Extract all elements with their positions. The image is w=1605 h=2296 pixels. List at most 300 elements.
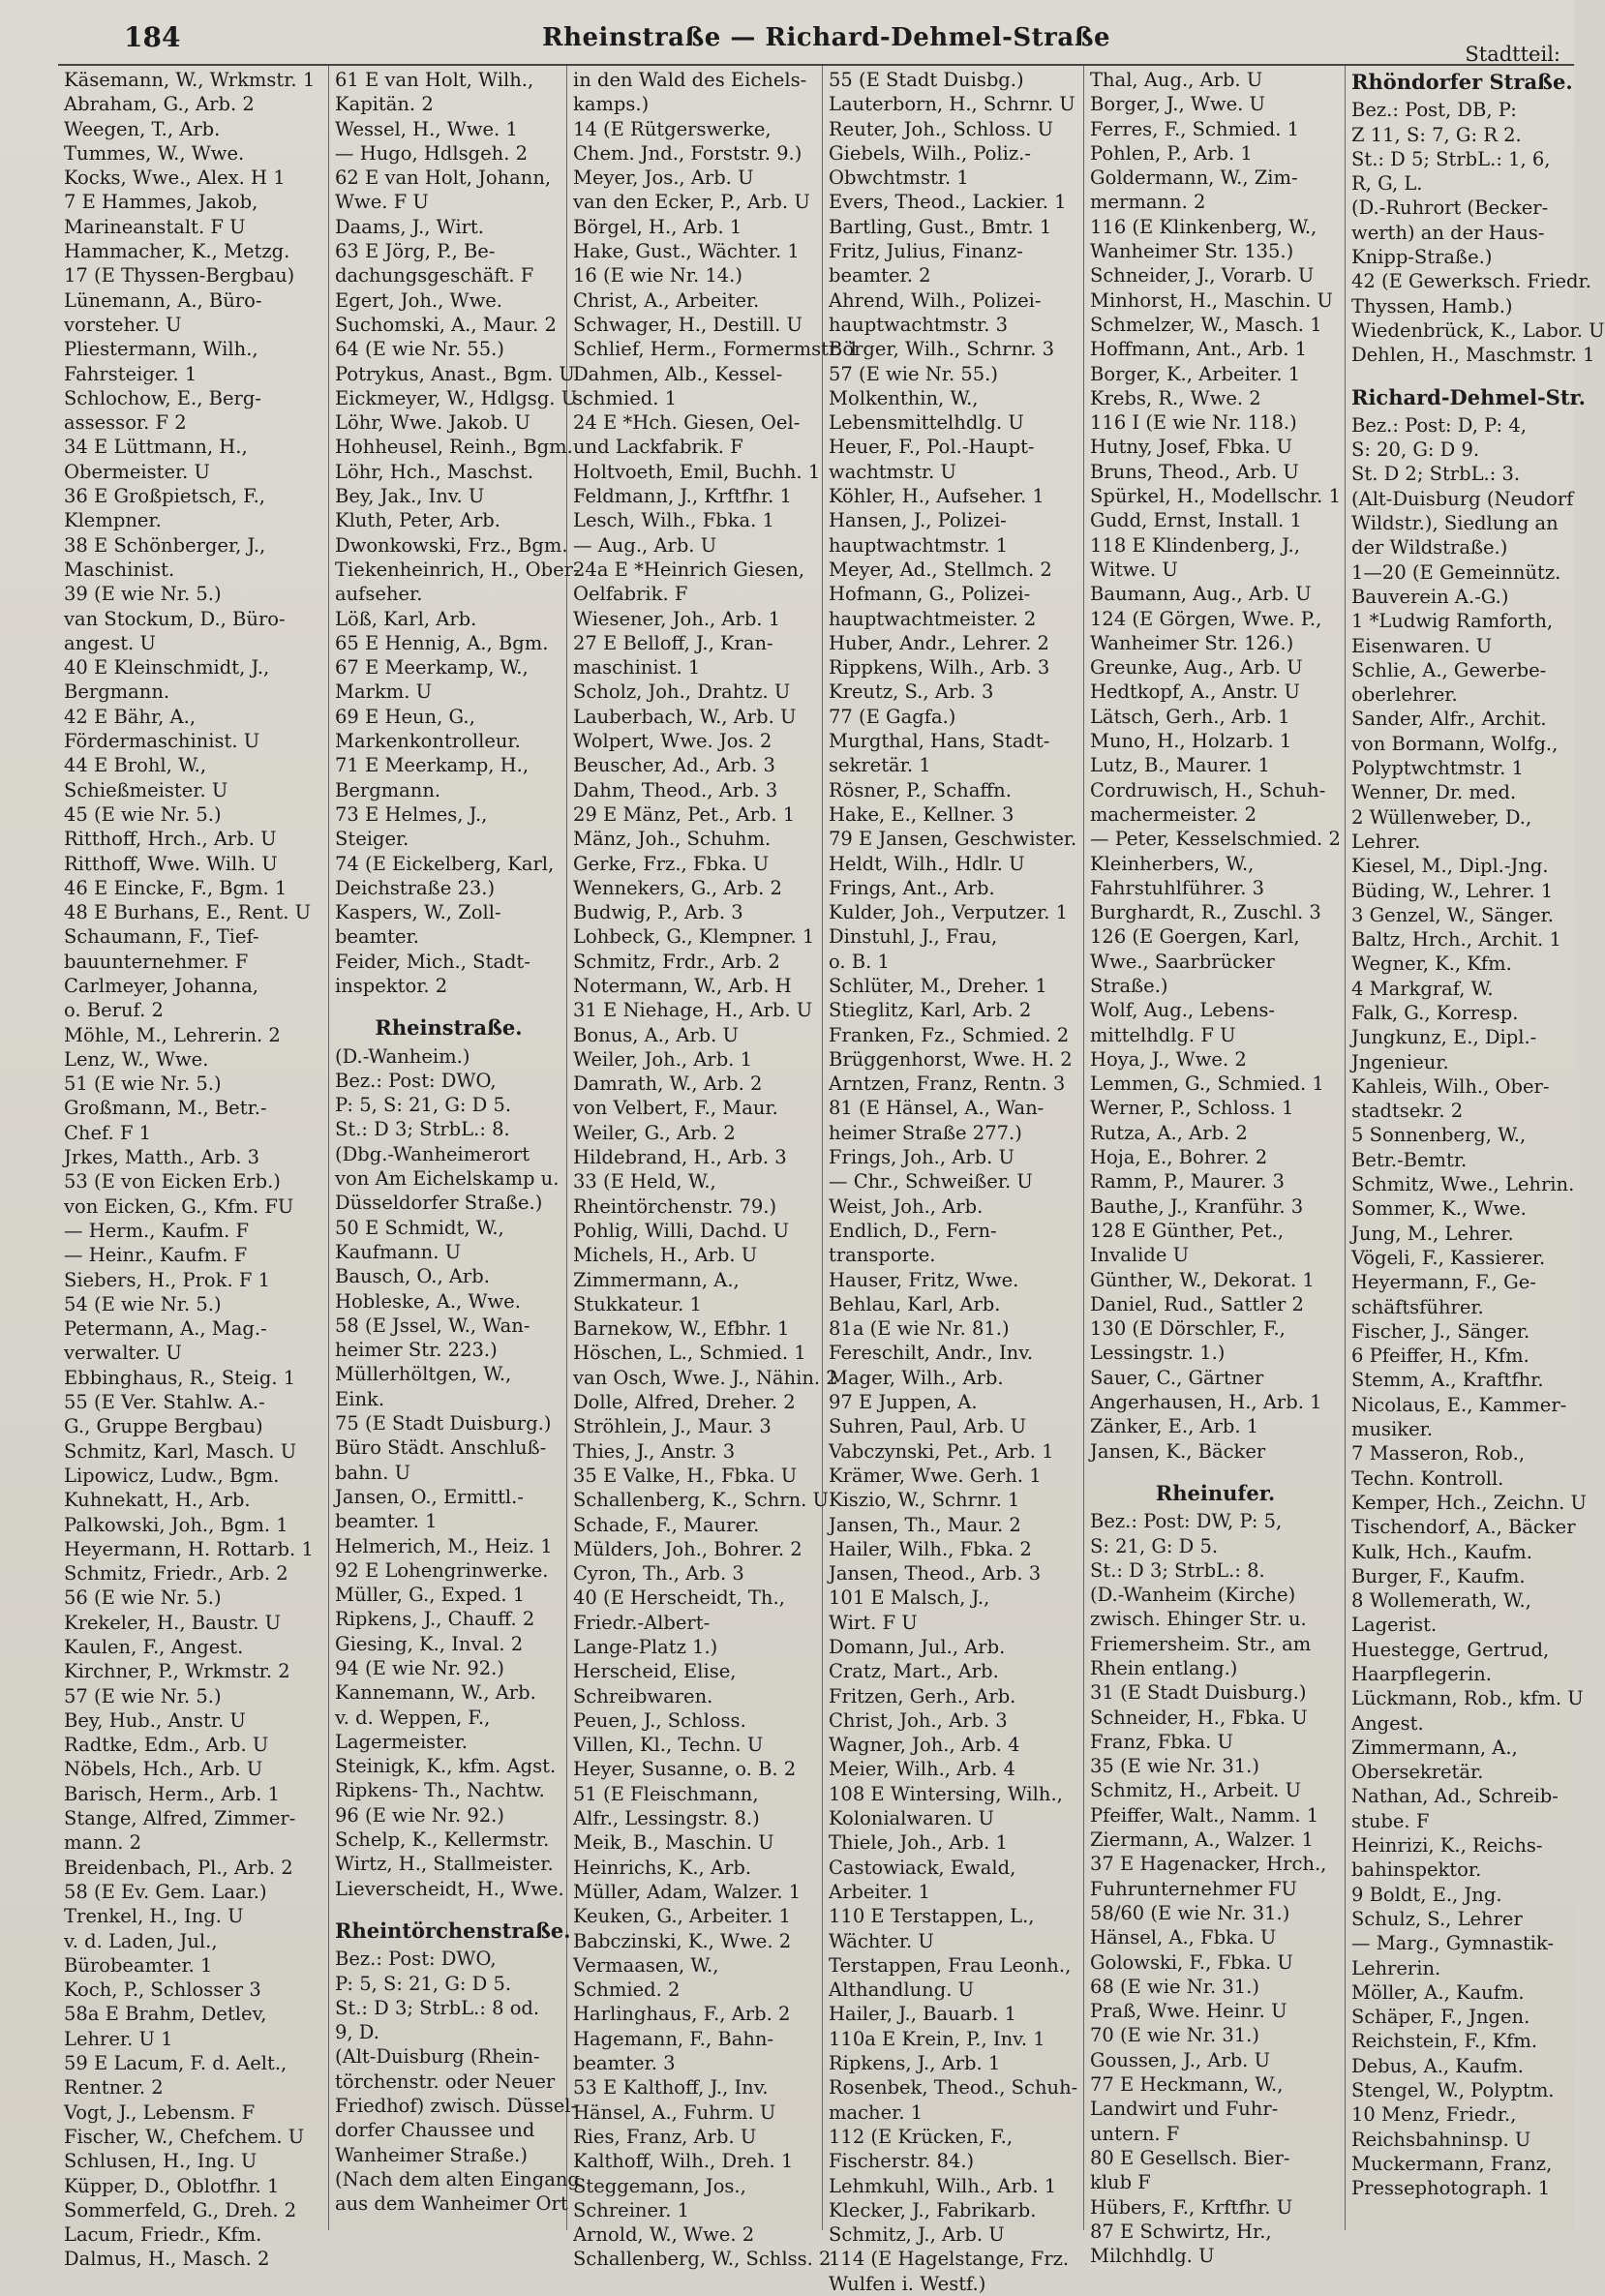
directory-line: Arnold, W., Wwe. 2 bbox=[573, 2223, 755, 2247]
directory-line: Vabczynski, Pet., Arb. 1 bbox=[829, 1439, 1054, 1463]
directory-line: — Hugo, Hdlsgeh. 2 bbox=[335, 141, 528, 165]
directory-line: Vermaasen, W., bbox=[573, 1953, 719, 1977]
directory-line: dachungsgeschäft. F bbox=[335, 264, 534, 287]
street-heading: Richard-Dehmel-Str. bbox=[1351, 384, 1586, 409]
directory-line: inspektor. 2 bbox=[335, 974, 448, 997]
street-heading: Rheintörchenstraße. bbox=[335, 1918, 571, 1943]
directory-line: Kemper, Hch., Zeichn. U bbox=[1351, 1491, 1587, 1514]
directory-line: Angerhausen, H., Arb. 1 bbox=[1090, 1391, 1322, 1414]
directory-line: Schlüter, M., Dreher. 1 bbox=[829, 974, 1047, 997]
directory-line: Bruns, Theod., Arb. U bbox=[1090, 460, 1299, 483]
directory-line: Goldermann, W., Zim- bbox=[1090, 166, 1298, 190]
directory-line: Marineanstalt. F U bbox=[64, 215, 246, 238]
directory-line: Peuen, J., Schloss. bbox=[573, 1708, 746, 1732]
directory-line: Pressephotograph. 1 bbox=[1351, 2177, 1551, 2200]
directory-line: Werner, P., Schloss. 1 bbox=[1090, 1097, 1294, 1120]
directory-line: Trenkel, H., Ing. U bbox=[64, 1905, 244, 1928]
directory-line: Rheintörchenstr. 79.) bbox=[573, 1194, 777, 1218]
directory-line: Jungkunz, E., Dipl.- bbox=[1351, 1026, 1537, 1049]
directory-line: heimer Straße 277.) bbox=[829, 1121, 1022, 1144]
directory-line: Frings, Joh., Arb. U bbox=[829, 1146, 1014, 1169]
directory-line: Büro Städt. Anschluß- bbox=[335, 1436, 547, 1460]
directory-line: Abraham, G., Arb. 2 bbox=[64, 93, 255, 116]
directory-line: Ripkens, J., Chauff. 2 bbox=[335, 1608, 535, 1631]
directory-line: Evers, Theod., Lackier. 1 bbox=[829, 191, 1067, 214]
directory-line: Harlinghaus, F., Arb. 2 bbox=[573, 2003, 791, 2026]
directory-line: von Am Eichelskamp u. bbox=[335, 1167, 560, 1191]
directory-line: van den Ecker, P., Arb. U bbox=[573, 191, 810, 214]
directory-line: Hake, Gust., Wächter. 1 bbox=[573, 240, 800, 263]
directory-line: Chem. Jnd., Forststr. 9.) bbox=[573, 141, 802, 165]
directory-line: Kaspers, W., Zoll- bbox=[335, 901, 501, 924]
directory-line: Wanheimer Straße.) bbox=[335, 2143, 528, 2166]
directory-line: — Peter, Kesselschmied. 2 bbox=[1090, 828, 1341, 851]
directory-line: von Velbert, F., Maur. bbox=[573, 1097, 778, 1120]
directory-line: Thies, J., Anstr. 3 bbox=[573, 1439, 736, 1463]
directory-line: Stengel, W., Polyptm. bbox=[1351, 2079, 1555, 2102]
directory-line: Bey, Jak., Inv. U bbox=[335, 485, 485, 508]
directory-line: Stemm, A., Kraftfhr. bbox=[1351, 1369, 1544, 1392]
directory-line: Möhle, M., Lehrerin. 2 bbox=[64, 1023, 281, 1046]
directory-line: Schlochow, E., Berg- bbox=[64, 386, 261, 409]
directory-line: 46 E Eincke, F., Bgm. 1 bbox=[64, 876, 288, 899]
directory-line: Huber, Andr., Lehrer. 2 bbox=[829, 631, 1049, 654]
directory-line: Ahrend, Wilh., Polizei- bbox=[829, 288, 1042, 312]
directory-line: 56 (E wie Nr. 5.) bbox=[64, 1586, 222, 1610]
directory-line: 73 E Helmes, J., bbox=[335, 802, 488, 826]
directory-line: Rutza, A., Arb. 2 bbox=[1090, 1121, 1248, 1144]
directory-line: Feider, Mich., Stadt- bbox=[335, 950, 530, 973]
directory-line: Hübers, F., Krftfhr. U bbox=[1090, 2195, 1293, 2219]
directory-line: Nöbels, Hch., Arb. U bbox=[64, 1758, 263, 1781]
page-header bbox=[0, 0, 1574, 66]
directory-line: Ritthoff, Wwe. Wilh. U bbox=[64, 852, 278, 875]
directory-line: Schulz, S., Lehrer bbox=[1351, 1907, 1523, 1930]
directory-line: Hofmann, G., Polizei- bbox=[829, 583, 1031, 606]
directory-line: Eickmeyer, W., Hdlgsg. U bbox=[335, 386, 578, 409]
directory-line: Lieverscheidt, H., Wwe. bbox=[335, 1877, 564, 1900]
directory-line: Gerke, Frz., Fbka. U bbox=[573, 852, 770, 875]
column-6 bbox=[1346, 66, 1605, 2230]
directory-line: dorfer Chaussee und bbox=[335, 2119, 535, 2142]
directory-line: Fritz, Julius, Finanz- bbox=[829, 240, 1023, 263]
directory-line: Gudd, Ernst, Install. 1 bbox=[1090, 509, 1302, 532]
directory-line: 35 (E wie Nr. 31.) bbox=[1090, 1755, 1259, 1778]
directory-line: Weegen, T., Arb. bbox=[64, 117, 221, 140]
directory-line: hauptwachtmeister. 2 bbox=[829, 607, 1037, 630]
directory-line: bahinspektor. bbox=[1351, 1858, 1482, 1882]
directory-line: heimer Str. 223.) bbox=[335, 1339, 498, 1362]
directory-line: 110a E Krein, P., Inv. 1 bbox=[829, 2027, 1045, 2050]
directory-line: Lacum, Friedr., Kfm. bbox=[64, 2223, 262, 2247]
directory-line: Steinigk, K., kfm. Agst. bbox=[335, 1755, 557, 1778]
directory-line: Löhr, Hch., Maschst. bbox=[335, 460, 534, 483]
directory-line: 116 I (E wie Nr. 118.) bbox=[1090, 411, 1297, 435]
directory-line: 51 (E Fleischmann, bbox=[573, 1782, 759, 1805]
directory-line: Alfr., Lessingstr. 8.) bbox=[573, 1807, 760, 1830]
directory-line: 7 E Hammes, Jakob, bbox=[64, 191, 258, 214]
directory-line: Kocks, Wwe., Alex. H 1 bbox=[64, 166, 286, 190]
directory-line: 81a (E wie Nr. 81.) bbox=[829, 1317, 1010, 1341]
directory-line: Oelfabrik. F bbox=[573, 583, 688, 606]
directory-line: Witwe. U bbox=[1090, 558, 1178, 581]
directory-line: Angest. bbox=[1351, 1711, 1424, 1735]
directory-line: Baltz, Hrch., Archit. 1 bbox=[1351, 928, 1561, 952]
directory-line: Wennekers, G., Arb. 2 bbox=[573, 876, 782, 899]
directory-line: 101 E Malsch, J., bbox=[829, 1586, 990, 1610]
directory-line: 74 (E Eickelberg, Karl, bbox=[335, 852, 555, 875]
directory-line: 14 (E Rütgerswerke, bbox=[573, 117, 772, 140]
directory-line: Schallenberg, K., Schrn. U bbox=[573, 1489, 829, 1512]
directory-line: 97 E Juppen, A. bbox=[829, 1391, 978, 1414]
directory-line: vorsteher. U bbox=[64, 313, 182, 336]
directory-line: Kleinherbers, W., bbox=[1090, 852, 1255, 875]
directory-line: Rosenbek, Theod., Schuh- bbox=[829, 2076, 1078, 2100]
directory-line: Wwe., Saarbrücker bbox=[1090, 950, 1275, 973]
directory-line: 53 (E von Eicken Erb.) bbox=[64, 1170, 281, 1193]
directory-line: Debus, A., Kaufm. bbox=[1351, 2054, 1524, 2077]
directory-line: Bauverein A.-G.) bbox=[1351, 585, 1509, 608]
directory-line: Spürkel, H., Modellschr. 1 bbox=[1090, 485, 1341, 508]
directory-line: Schmitz, Wwe., Lehrin. bbox=[1351, 1173, 1575, 1196]
directory-line: Heinrichs, K., Arb. bbox=[573, 1856, 752, 1879]
directory-line: Hauser, Fritz, Wwe. bbox=[829, 1268, 1019, 1291]
directory-line: Kluth, Peter, Arb. bbox=[335, 509, 500, 532]
directory-line: Obermeister. U bbox=[64, 460, 210, 483]
directory-line: Schießmeister. U bbox=[64, 778, 228, 801]
directory-line: 1—20 (E Gemeinnütz. bbox=[1351, 560, 1561, 584]
column-5 bbox=[1084, 66, 1346, 2268]
directory-line: Notermann, W., Arb. H bbox=[573, 974, 792, 997]
directory-line: 77 (E Gagfa.) bbox=[829, 705, 956, 728]
directory-line: Polyptwchtmstr. 1 bbox=[1351, 757, 1524, 780]
directory-line: Ramm, P., Maurer. 3 bbox=[1090, 1170, 1285, 1193]
directory-line: Schmitz, H., Arbeit. U bbox=[1090, 1779, 1302, 1802]
directory-line: Heuer, F., Pol.-Haupt- bbox=[829, 436, 1035, 459]
directory-line: Pohlen, P., Arb. 1 bbox=[1090, 141, 1253, 165]
street-heading: Rheinufer. bbox=[1155, 1480, 1276, 1505]
directory-line: 55 (E Ver. Stahlw. A.- bbox=[64, 1391, 265, 1414]
directory-line: Burghardt, R., Zuschl. 3 bbox=[1090, 901, 1321, 924]
directory-line: Obwchtmstr. 1 bbox=[829, 166, 969, 190]
directory-line: 110 E Terstappen, L., bbox=[829, 1905, 1035, 1928]
directory-line: Radtke, Edm., Arb. U bbox=[64, 1734, 269, 1757]
directory-line: Fereschilt, Andr., Inv. bbox=[829, 1342, 1034, 1365]
directory-line: van Stockum, D., Büro- bbox=[64, 607, 286, 630]
directory-line: Schneider, H., Fbka. U bbox=[1090, 1706, 1308, 1729]
directory-line: Heinrizi, K., Reichs- bbox=[1351, 1834, 1543, 1858]
column-2 bbox=[329, 66, 580, 2230]
directory-line: maschinist. 1 bbox=[573, 656, 701, 680]
directory-line: Christ, A., Arbeiter. bbox=[573, 288, 760, 312]
directory-line: Börger, Wilh., Schrnr. 3 bbox=[829, 338, 1055, 361]
directory-line: von Eicken, G., Kfm. FU bbox=[64, 1194, 294, 1218]
directory-line: Fischer, J., Sänger. bbox=[1351, 1319, 1530, 1343]
directory-line: 57 (E wie Nr. 5.) bbox=[64, 1684, 222, 1707]
directory-line: v. d. Laden, Jul., bbox=[64, 1929, 218, 1952]
directory-line: 55 (E Stadt Duisbg.) bbox=[829, 69, 1024, 91]
directory-line: 58 (E Jssel, W., Wan- bbox=[335, 1314, 530, 1337]
directory-line: 130 (E Dörschler, F., bbox=[1090, 1317, 1286, 1341]
directory-line: Kapitän. 2 bbox=[335, 93, 434, 116]
directory-line: 40 E Kleinschmidt, J., bbox=[64, 656, 270, 680]
directory-line: Thiele, Joh., Arb. 1 bbox=[829, 1831, 1008, 1855]
directory-line: Rippkens, Wilh., Arb. 3 bbox=[829, 656, 1050, 680]
directory-line: verwalter. U bbox=[64, 1342, 182, 1365]
directory-line: Eisenwaren. U bbox=[1351, 634, 1493, 657]
directory-line: Endlich, D., Fern- bbox=[829, 1219, 997, 1242]
directory-line: Schmitz, Karl, Masch. U bbox=[64, 1439, 297, 1463]
directory-line: Schlief, Herm., Formermstr. 1 bbox=[573, 338, 860, 361]
directory-line: Behlau, Karl, Arb. bbox=[829, 1292, 1001, 1315]
directory-line: Castowiack, Ewald, bbox=[829, 1856, 1016, 1879]
directory-line: Nathan, Ad., Schreib- bbox=[1351, 1785, 1559, 1808]
directory-line: 33 (E Held, W., bbox=[573, 1170, 716, 1193]
directory-line: 62 E van Holt, Johann, bbox=[335, 166, 552, 190]
directory-line: Brüggenhorst, Wwe. H. 2 bbox=[829, 1047, 1073, 1071]
directory-line: Zimmermann, A., bbox=[1351, 1736, 1518, 1759]
directory-line: Lauterborn, H., Schrnr. U bbox=[829, 93, 1075, 116]
directory-line: Beuscher, Ad., Arb. 3 bbox=[573, 754, 775, 777]
directory-line: Wagner, Joh., Arb. 4 bbox=[829, 1734, 1020, 1757]
directory-line: Feldmann, J., Krftfhr. 1 bbox=[573, 485, 792, 508]
directory-line: Klempner. bbox=[64, 509, 162, 532]
directory-line: Zimmermann, A., bbox=[573, 1268, 740, 1291]
directory-line: Wanheimer Str. 126.) bbox=[1090, 631, 1294, 654]
directory-line: Lagermeister. bbox=[335, 1730, 468, 1753]
directory-line: Kulk, Hch., Kaufm. bbox=[1351, 1540, 1532, 1563]
directory-line: 8 Wollemerath, W., bbox=[1351, 1589, 1531, 1613]
directory-line: Suhren, Paul, Arb. U bbox=[829, 1415, 1027, 1438]
directory-line: Thyssen, Hamb.) bbox=[1351, 294, 1513, 317]
directory-line: Müllerhöltgen, W., bbox=[335, 1363, 512, 1386]
directory-line: 29 E Mänz, Pet., Arb. 1 bbox=[573, 802, 796, 826]
directory-line: Dehlen, H., Maschmstr. 1 bbox=[1351, 344, 1595, 367]
directory-line: Friedr.-Albert- bbox=[573, 1611, 711, 1634]
directory-line: Wirtz, H., Stallmeister. bbox=[335, 1853, 554, 1876]
directory-line: Daams, J., Wirt. bbox=[335, 215, 484, 238]
directory-line: Bartling, Gust., Bmtr. 1 bbox=[829, 215, 1052, 238]
page-number: 184 bbox=[124, 21, 181, 53]
directory-line: Lebensmittelhdlg. U bbox=[829, 411, 1024, 435]
directory-line: Wessel, H., Wwe. 1 bbox=[335, 117, 518, 140]
directory-line: 116 (E Klinkenberg, W., bbox=[1090, 215, 1317, 238]
directory-line: Fischerstr. 84.) bbox=[829, 2150, 975, 2173]
directory-line: Althandlung. U bbox=[829, 1979, 975, 2002]
directory-line: Stukkateur. 1 bbox=[573, 1292, 702, 1315]
directory-line: 67 E Meerkamp, W., bbox=[335, 656, 529, 680]
directory-line: o. B. 1 bbox=[829, 950, 890, 973]
directory-line: Hildebrand, H., Arb. 3 bbox=[573, 1146, 787, 1169]
directory-line: Friemersheim. Str., am bbox=[1090, 1632, 1312, 1655]
directory-line: 70 (E wie Nr. 31.) bbox=[1090, 2024, 1259, 2047]
directory-line: Molkenthin, W., bbox=[829, 386, 979, 409]
directory-line: Keuken, G., Arbeiter. 1 bbox=[573, 1905, 791, 1928]
directory-line: P: 5, S: 21, G: D 5. bbox=[335, 1972, 512, 1995]
directory-line: Lagerist. bbox=[1351, 1614, 1438, 1637]
directory-line: Pohlig, Willi, Dachd. U bbox=[573, 1219, 790, 1242]
directory-line: Domann, Jul., Arb. bbox=[829, 1636, 1006, 1658]
directory-line: hauptwachtmstr. 3 bbox=[829, 313, 1009, 336]
directory-line: Breidenbach, Pl., Arb. 2 bbox=[64, 1856, 293, 1879]
street-heading: Rheinstraße. bbox=[375, 1015, 523, 1041]
directory-line: Muno, H., Holzarb. 1 bbox=[1090, 730, 1292, 753]
directory-line: musiker. bbox=[1351, 1418, 1434, 1441]
directory-line: 69 E Heun, G., bbox=[335, 705, 475, 728]
directory-line: von Bormann, Wolfg., bbox=[1351, 732, 1559, 755]
directory-line: Franken, Fz., Schmied. 2 bbox=[829, 1023, 1070, 1046]
directory-line: G., Gruppe Bergbau) bbox=[64, 1415, 263, 1438]
directory-line: Eink. bbox=[335, 1387, 385, 1410]
directory-line: Lünemann, A., Büro- bbox=[64, 288, 262, 312]
directory-line: Bez.: Post, DB, P: bbox=[1351, 99, 1517, 122]
directory-line: Terstappen, Frau Leonh., bbox=[829, 1953, 1072, 1977]
directory-line: Hoja, E., Bohrer. 2 bbox=[1090, 1146, 1268, 1169]
directory-line: 79 E Jansen, Geschwister. bbox=[829, 828, 1077, 851]
directory-line: Steggemann, Jos., bbox=[573, 2174, 746, 2197]
directory-line: St.: D 3; StrbL.: 8 od. bbox=[335, 1996, 540, 2019]
directory-line: Murgthal, Hans, Stadt- bbox=[829, 730, 1050, 753]
directory-line: Weiler, Joh., Arb. 1 bbox=[573, 1047, 752, 1071]
directory-line: Dahmen, Alb., Kessel- bbox=[573, 362, 783, 385]
directory-line: 1 *Ludwig Ramforth, bbox=[1351, 610, 1554, 633]
directory-line: Ströhlein, J., Maur. 3 bbox=[573, 1415, 772, 1438]
directory-line: 112 (E Krücken, F., bbox=[829, 2125, 1014, 2148]
directory-line: Großmann, M., Betr.- bbox=[64, 1097, 267, 1120]
directory-line: assessor. F 2 bbox=[64, 411, 187, 435]
directory-line: Holtvoeth, Emil, Buchh. 1 bbox=[573, 460, 821, 483]
directory-line: Daniel, Rud., Sattler 2 bbox=[1090, 1292, 1304, 1315]
directory-line: Giesing, K., Inval. 2 bbox=[335, 1632, 524, 1655]
directory-line: Schmied. 2 bbox=[573, 1979, 681, 2002]
directory-line: Schwager, H., Destill. U bbox=[573, 313, 802, 336]
directory-line: Jansen, O., Ermittl.- bbox=[335, 1485, 524, 1508]
directory-line: Hoffmann, Ant., Arb. 1 bbox=[1090, 338, 1307, 361]
directory-line: Damrath, W., Arb. 2 bbox=[573, 1072, 763, 1096]
directory-line: Dalmus, H., Masch. 2 bbox=[64, 2248, 270, 2271]
directory-line: Goussen, J., Arb. U bbox=[1090, 2048, 1271, 2071]
directory-line: Lätsch, Gerh., Arb. 1 bbox=[1090, 705, 1290, 728]
directory-line: Jngenieur. bbox=[1351, 1050, 1449, 1073]
directory-line: Schäper, F., Jngen. bbox=[1351, 2006, 1530, 2029]
directory-line: 16 (E wie Nr. 14.) bbox=[573, 264, 742, 287]
directory-line: Schmitz, J., Arb. U bbox=[829, 2223, 1005, 2247]
directory-line: Stange, Alfred, Zimmer- bbox=[64, 1807, 296, 1830]
directory-line: St.: D 3; StrbL.: 8. bbox=[1090, 1558, 1265, 1582]
directory-line: 44 E Brohl, W., bbox=[64, 754, 207, 777]
directory-line: angest. U bbox=[64, 631, 156, 654]
directory-line: Scholz, Joh., Drahtz. U bbox=[573, 680, 791, 704]
directory-line: Ritthoff, Hrch., Arb. U bbox=[64, 828, 277, 851]
directory-line: 118 E Klindenberg, J., bbox=[1090, 533, 1300, 557]
directory-line: Markenkontrolleur. bbox=[335, 730, 521, 753]
directory-line: Tummes, W., Wwe. bbox=[64, 141, 245, 165]
directory-line: 31 (E Stadt Duisburg.) bbox=[1090, 1681, 1307, 1705]
directory-line: 58 (E Ev. Gem. Laar.) bbox=[64, 1880, 267, 1903]
directory-line: schmied. 1 bbox=[573, 386, 678, 409]
directory-line: Düsseldorfer Straße.) bbox=[335, 1192, 543, 1215]
directory-line: Bez.: Post: DW, P: 5, bbox=[1090, 1510, 1283, 1533]
directory-line: 57 (E wie Nr. 55.) bbox=[829, 362, 998, 385]
directory-line: Kulder, Joh., Verputzer. 1 bbox=[829, 901, 1069, 924]
directory-line: — Marg., Gymnastik- bbox=[1351, 1932, 1555, 1955]
directory-line: Mager, Wilh., Arb. bbox=[829, 1366, 1004, 1389]
directory-line: Wiesener, Joh., Arb. 1 bbox=[573, 607, 781, 630]
directory-line: Jansen, K., Bäcker bbox=[1090, 1439, 1266, 1463]
directory-line: St.: D 3; StrbL.: 8. bbox=[335, 1118, 510, 1141]
directory-line: schäftsführer. bbox=[1351, 1295, 1484, 1318]
directory-line: Bergmann. bbox=[335, 778, 441, 801]
directory-line: Thal, Aug., Arb. U bbox=[1090, 69, 1263, 91]
directory-line: der Wildstraße.) bbox=[1351, 536, 1508, 559]
directory-line: 53 E Kalthoff, J., Inv. bbox=[573, 2076, 769, 2100]
directory-line: Sander, Alfr., Archit. bbox=[1351, 708, 1547, 731]
directory-line: 126 (E Goergen, Karl, bbox=[1090, 925, 1300, 949]
directory-line: Möller, A., Kaufm. bbox=[1351, 1980, 1525, 2004]
directory-line: Wanheimer Str. 135.) bbox=[1090, 240, 1294, 263]
directory-line: Lemmen, G., Schmied. 1 bbox=[1090, 1072, 1324, 1096]
directory-line: Dolle, Alfred, Dreher. 2 bbox=[573, 1391, 796, 1414]
directory-line: Stieglitz, Karl, Arb. 2 bbox=[829, 999, 1032, 1022]
directory-line: Schaumann, F., Tief- bbox=[64, 925, 259, 949]
directory-line: Jansen, Th., Maur. 2 bbox=[829, 1513, 1021, 1536]
directory-line: Weiler, G., Arb. 2 bbox=[573, 1121, 736, 1144]
directory-line: Hake, E., Kellner. 3 bbox=[829, 802, 1014, 826]
directory-line: Dwonkowski, Frz., Bgm. bbox=[335, 533, 568, 557]
directory-line: beamter. bbox=[335, 925, 419, 949]
directory-line: Lehrerin. bbox=[1351, 1956, 1441, 1979]
directory-line: Golowski, F., Fbka. U bbox=[1090, 1950, 1293, 1974]
directory-line: Schallenberg, W., Schlss. 2 bbox=[573, 2248, 832, 2271]
directory-line: Zänker, E., Arb. 1 bbox=[1090, 1415, 1259, 1438]
directory-line: Invalide U bbox=[1090, 1244, 1190, 1267]
directory-line: Z 11, S: 7, G: R 2. bbox=[1351, 123, 1522, 146]
directory-line: 10 Menz, Friedr., bbox=[1351, 2103, 1517, 2127]
directory-line: Huestegge, Gertrud, bbox=[1351, 1638, 1550, 1661]
directory-line: Kalthoff, Wilh., Dreh. 1 bbox=[573, 2150, 794, 2173]
directory-line: 31 E Niehage, H., Arb. U bbox=[573, 999, 813, 1022]
directory-line: Hailer, J., Bauarb. 1 bbox=[829, 2003, 1016, 2026]
directory-line: Krekeler, H., Baustr. U bbox=[64, 1611, 282, 1634]
directory-line: 61 E van Holt, Wilh., bbox=[335, 69, 534, 91]
directory-line: sekretär. 1 bbox=[829, 754, 931, 777]
directory-line: Heyermann, H. Rottarb. 1 bbox=[64, 1537, 314, 1560]
directory-line: 63 E Jörg, P., Be- bbox=[335, 240, 496, 263]
directory-line: Franz, Fbka. U bbox=[1090, 1730, 1233, 1753]
directory-line: wachtmstr. U bbox=[829, 460, 956, 483]
directory-line: Vogt, J., Lebensm. F bbox=[64, 2100, 256, 2124]
directory-line: Wulfen i. Westf.) bbox=[829, 2272, 986, 2295]
directory-line: beamter. 2 bbox=[829, 264, 931, 287]
directory-line: Schmitz, Friedr., Arb. 2 bbox=[64, 1562, 288, 1586]
directory-line: Rösner, P., Schaffn. bbox=[829, 778, 1012, 801]
directory-line: Herscheid, Elise, bbox=[573, 1660, 737, 1683]
directory-line: 108 E Wintersing, Wilh., bbox=[829, 1782, 1063, 1805]
directory-line: Bauthe, J., Kranführ. 3 bbox=[1090, 1194, 1304, 1218]
directory-line: Lange-Platz 1.) bbox=[573, 1636, 718, 1658]
directory-line: Reuter, Joh., Schloss. U bbox=[829, 117, 1054, 140]
directory-line: Kiszio, W., Schrnr. 1 bbox=[829, 1489, 1020, 1512]
directory-line: 58/60 (E wie Nr. 31.) bbox=[1090, 1901, 1290, 1924]
directory-line: 75 (E Stadt Duisburg.) bbox=[335, 1412, 552, 1435]
directory-line: Frings, Ant., Arb. bbox=[829, 876, 995, 899]
directory-line: 92 E Lohengrinwerke. bbox=[335, 1558, 549, 1582]
directory-line: Bez.: Post: DWO, bbox=[335, 1069, 497, 1092]
directory-line: Schlusen, H., Ing. U bbox=[64, 2150, 257, 2173]
directory-line: Kaulen, F., Angest. bbox=[64, 1636, 244, 1658]
directory-line: Krämer, Wwe. Gerh. 1 bbox=[829, 1464, 1042, 1487]
directory-line: Baumann, Aug., Arb. U bbox=[1090, 583, 1312, 606]
